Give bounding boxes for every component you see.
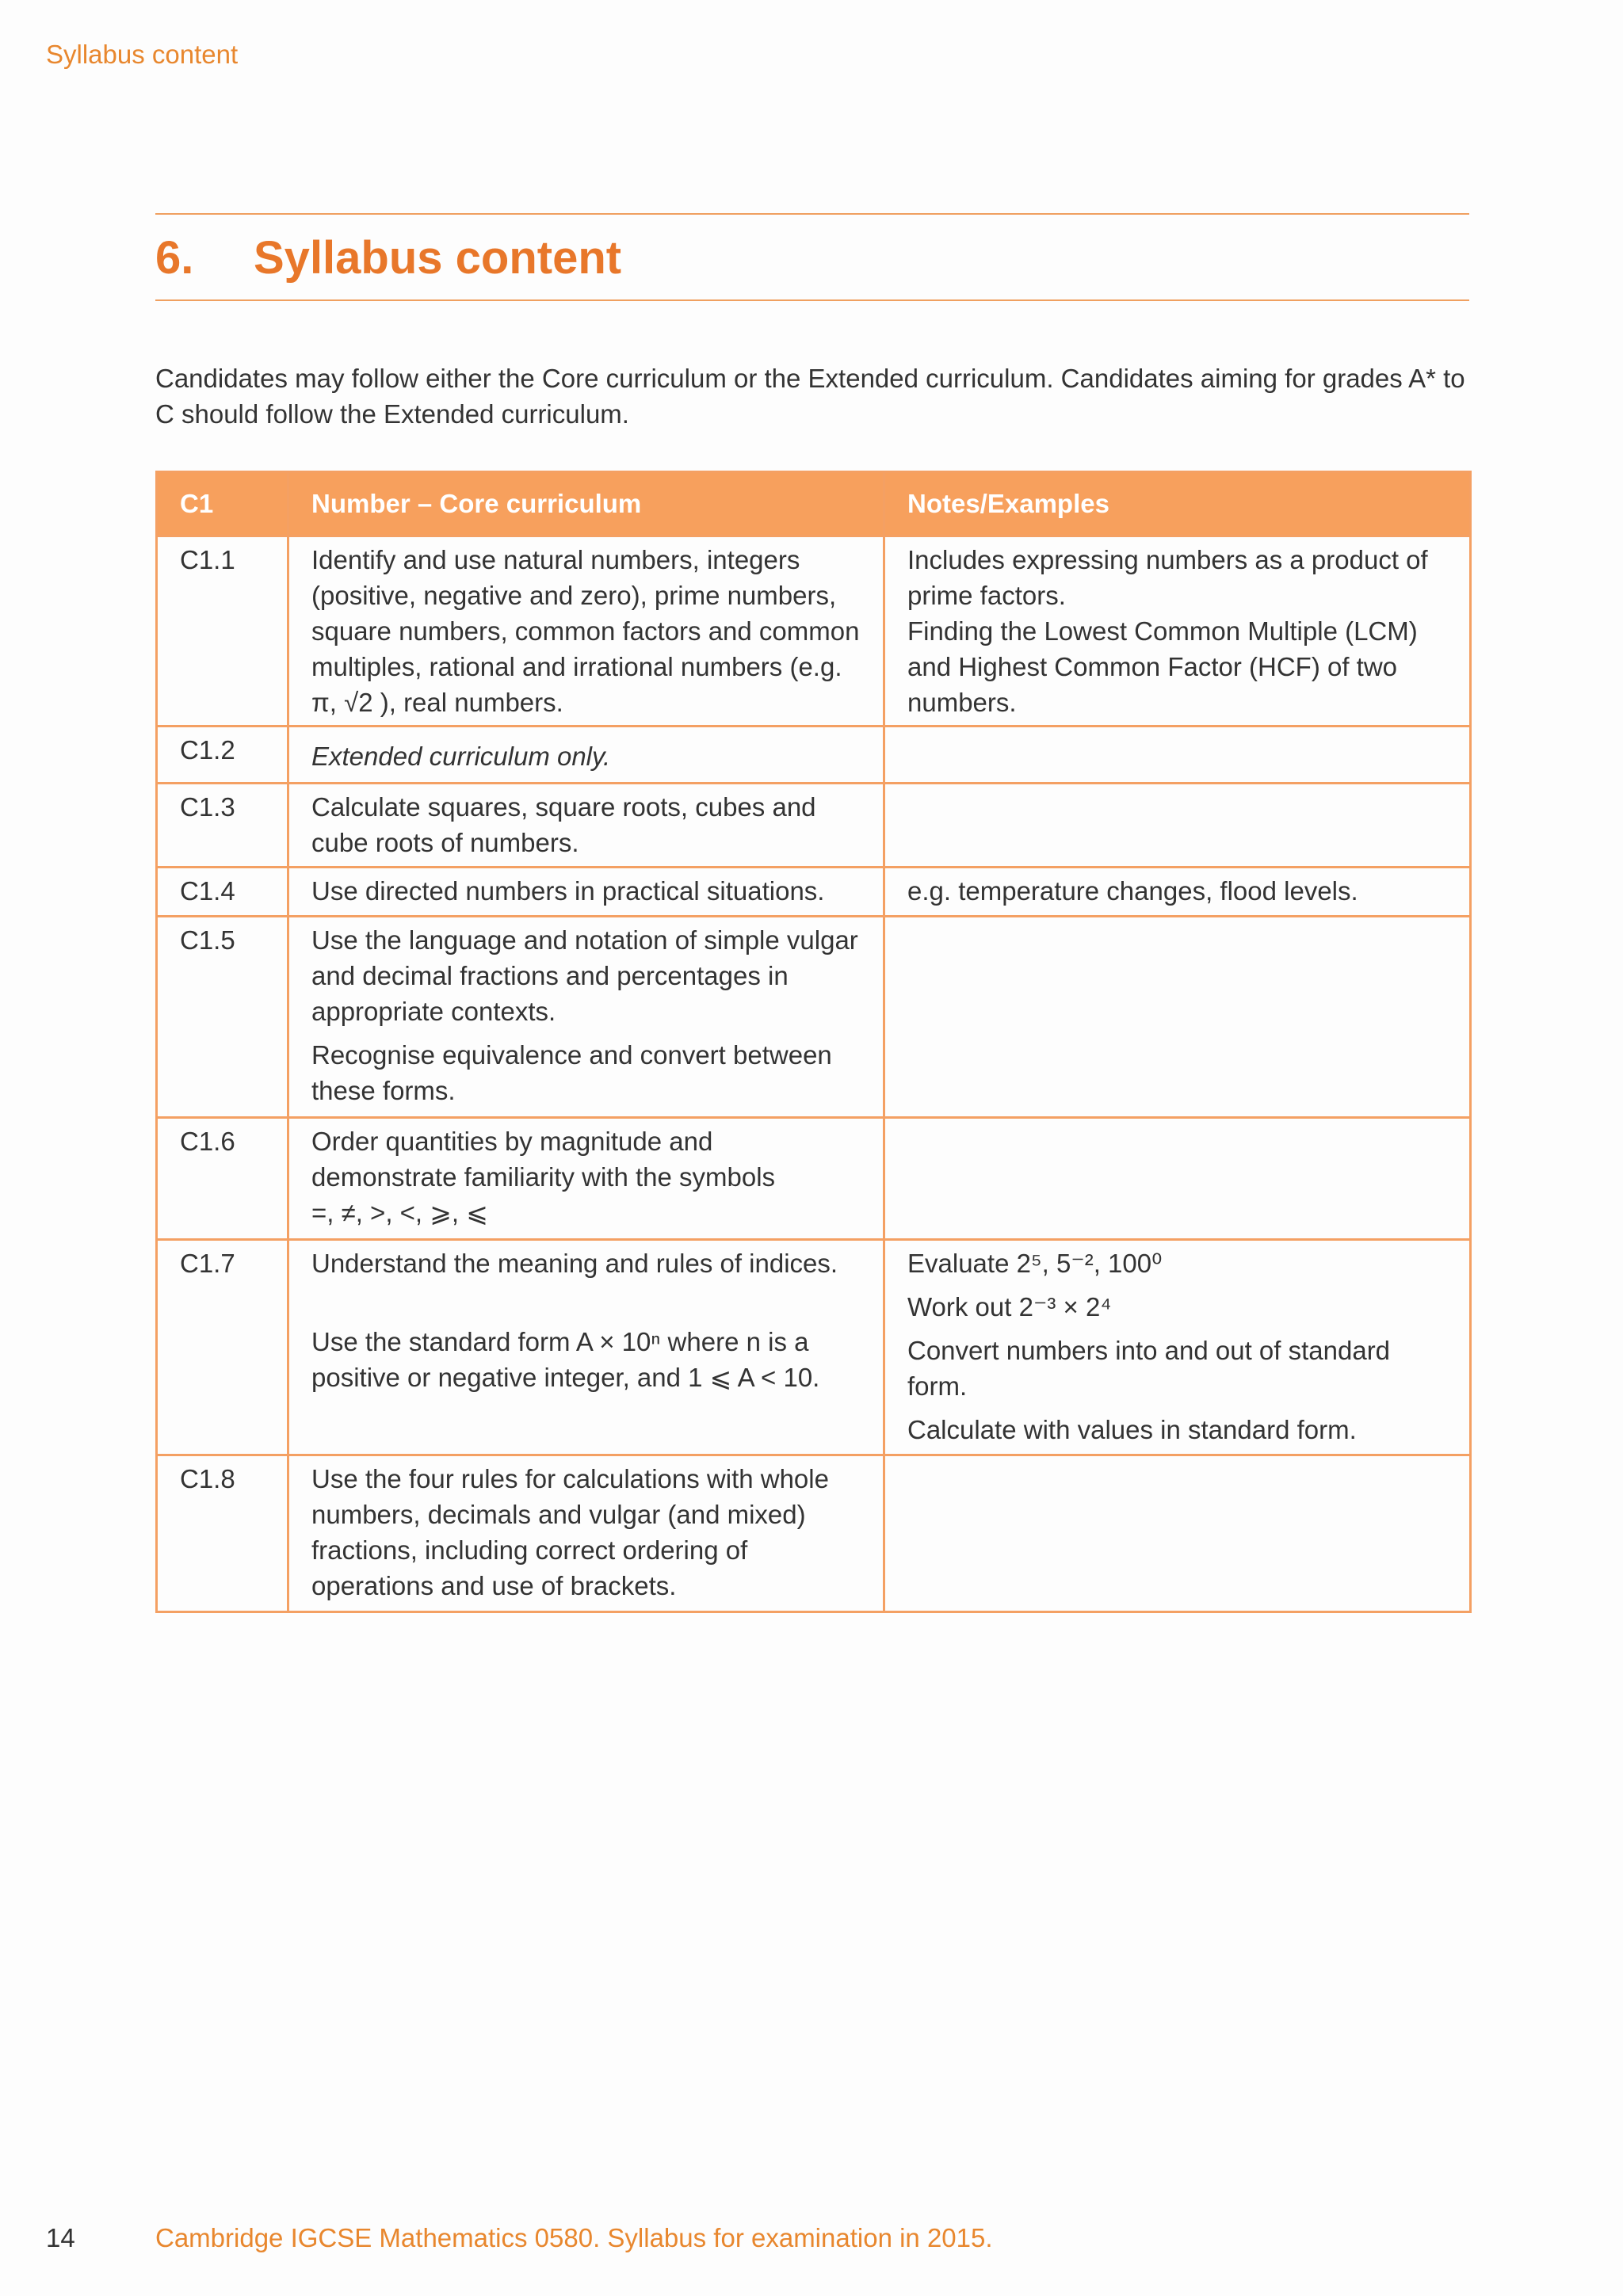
table-row: [157, 1455, 1471, 1612]
table-row: [157, 536, 1471, 727]
section-title-text: Syllabus content: [254, 232, 622, 284]
content-text: Identify and use natural numbers, integers (positive, negative and zero), prime numbers, square numbers, common factors and common multiples, rational and irrational numbers (e.g. π, √2 ), real numbers.: [311, 545, 860, 717]
row-content: [288, 727, 884, 784]
header-topic: Number – Core curriculum: [288, 472, 884, 536]
page-number: 14: [46, 2223, 75, 2252]
running-head: Syllabus content: [46, 40, 239, 69]
notes-text: Calculate with values in standard form.: [907, 1415, 1357, 1444]
content-text: Understand the meaning and rules of indices.: [311, 1249, 838, 1278]
title-rule-top: [155, 213, 1469, 215]
notes-text: Evaluate 2⁵, 5⁻², 100⁰: [907, 1249, 1163, 1278]
notes-text: Work out 2⁻³ × 2⁴: [907, 1292, 1112, 1322]
row-code: C1.4: [157, 868, 288, 917]
row-content: [288, 1240, 884, 1455]
content-text: Extended curriculum only.: [311, 742, 611, 771]
content-text: Use the four rules for calculations with whole numbers, decimals and vulgar (and mixed) fractions, including correct ordering of operations and use of brackets.: [311, 1464, 829, 1600]
row-code: C1.5: [157, 917, 288, 1118]
footer-text: Cambridge IGCSE Mathematics 0580. Syllabus for examination in 2015.: [155, 2223, 993, 2252]
row-content: [288, 1118, 884, 1240]
notes-text: e.g. temperature changes, flood levels.: [907, 876, 1358, 906]
content-text: Recognise equivalence and convert between these forms.: [311, 1040, 832, 1105]
syllabus-table: [155, 471, 1472, 1613]
content-text: Use directed numbers in practical situations.: [311, 876, 825, 906]
row-notes: [884, 1455, 1471, 1612]
row-code: C1.2: [157, 727, 288, 784]
row-notes: [884, 868, 1471, 917]
row-content: [288, 536, 884, 727]
row-content: [288, 784, 884, 868]
row-notes: [884, 917, 1471, 1118]
row-content: [288, 868, 884, 917]
table-row: [157, 1240, 1471, 1455]
row-content: [288, 917, 884, 1118]
notes-text: Finding the Lowest Common Multiple (LCM) and Highest Common Factor (HCF) of two numbers.: [907, 616, 1418, 717]
notes-text: Convert numbers into and out of standard form.: [907, 1336, 1391, 1401]
row-code: C1.7: [157, 1240, 288, 1455]
row-notes: [884, 1118, 1471, 1240]
row-notes: [884, 1240, 1471, 1455]
table-row: [157, 917, 1471, 1118]
row-notes: [884, 536, 1471, 727]
content-text: Order quantities by magnitude and demonstrate familiarity with the symbols: [311, 1127, 776, 1192]
header-notes: Notes/Examples: [884, 472, 1471, 536]
content-text: Calculate squares, square roots, cubes and cube roots of numbers.: [311, 792, 816, 857]
row-code: C1.3: [157, 784, 288, 868]
row-code: C1.1: [157, 536, 288, 727]
row-code: C1.6: [157, 1118, 288, 1240]
notes-text: Includes expressing numbers as a product of prime factors.: [907, 545, 1428, 610]
row-notes: [884, 727, 1471, 784]
intro-paragraph: Candidates may follow either the Core curriculum or the Extended curriculum. Candidates aiming for grades A* to C should follow the Extended curriculum.: [155, 364, 1465, 429]
title-rule-bottom: [155, 299, 1469, 301]
table-row: [157, 868, 1471, 917]
table-header-row: [157, 472, 1471, 536]
content-text: Use the standard form A × 10ⁿ where n is a positive or negative integer, and 1 ⩽ A < 10.: [311, 1327, 820, 1392]
table-row: [157, 727, 1471, 784]
row-content: [288, 1455, 884, 1612]
section-title: [155, 231, 621, 284]
header-code: C1: [157, 472, 288, 536]
row-code: C1.8: [157, 1455, 288, 1612]
content-text: Use the language and notation of simple vulgar and decimal fractions and percentages in appropriate contexts.: [311, 925, 858, 1026]
table-row: [157, 1118, 1471, 1240]
row-notes: [884, 784, 1471, 868]
table-row: [157, 784, 1471, 868]
section-number: 6.: [155, 232, 194, 284]
symbols-text: =, ≠, >, <, ⩾, ⩽: [311, 1198, 488, 1227]
